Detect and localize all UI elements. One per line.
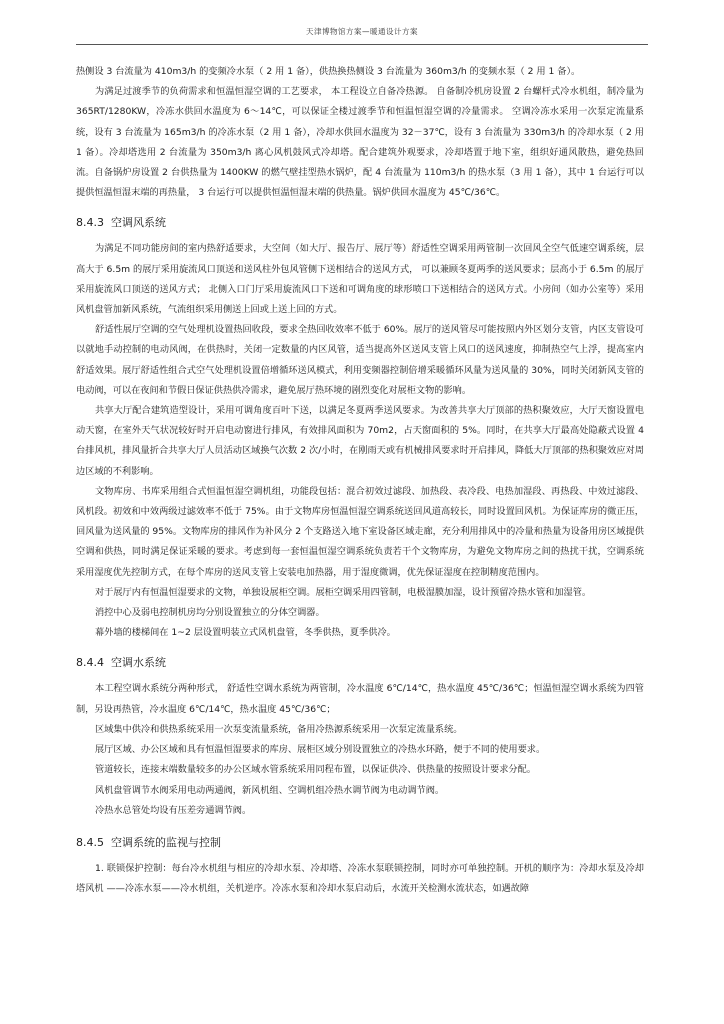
section-title: 空调风系统 xyxy=(111,216,166,230)
paragraph: 1. 联锁保护控制：每台冷水机组与相应的冷却水泵、冷却塔、冷冻水泵联锁控制，同时亦可单独控制。开机的顺序为：冷却水泵及冷却塔风机 ——冷冻水泵——冷水机组，关机逆序。冷冻水泵和冷却水泵启动后，水流开关检测水流状态，如遇故障 xyxy=(76,862,644,895)
header-rule xyxy=(76,44,648,45)
document-body xyxy=(76,62,644,899)
paragraph: 管道较长，连接末端数量较多的办公区域水管系统采用同程布置，以保证供冷、供热量的按照设计要求分配。 xyxy=(95,764,536,776)
paragraph: 区域集中供冷和供热系统采用一次泵变流量系统，备用冷热源系统采用一次泵定流量系统。 xyxy=(95,723,463,735)
paragraph: 本工程空调水系统分两种形式， 舒适性空调水系统为两管制，冷水温度 6℃/14℃，热水温度 45℃/36℃；恒温恒湿空调水系统为四管制，另设再热管，冷水温度 6℃/14℃，热水温度 45℃/36℃； xyxy=(76,683,644,715)
paragraph: 展厅区域、办公区域和具有恒温恒湿要求的库房、展柜区域分别设置独立的冷热水环路，便于不同的使用要求。 xyxy=(95,744,546,756)
section-heading-8-4-4 xyxy=(76,653,644,673)
paragraph: 冷热水总管处均设有压差旁通调节阀。 xyxy=(95,804,252,816)
section-number: 8.4.4 xyxy=(76,656,104,670)
paragraph: 文物库房、书库采用组合式恒温恒湿空调机组，功能段包括：混合初效过滤段、加热段、表冷段、电热加湿段、再热段、中效过滤段、风机段。初效和中效两级过滤效率不低于 75%。由于文物库房恒温恒湿空调系统送回风道高较长，同时设置回风机。为保证库房的微正压，回风量为送风量的 95%。文物库房的排风作为补风分 2 个支路送入地下室设备区域走廊，充分利用排风中的冷量和热量为设备用房区域提供空调和供热，同时满足保证采暖的要求。考虑到每一套恒温恒湿空调系统负责若干个文物库房，为避免文物库房之间的热扰干扰，空调系统采用湿度优先控制方式，在每个库房的送风支管上安装电加热器，用于湿度微调，优先保证湿度在控制精度范围内。 xyxy=(76,485,644,578)
paragraph: 幕外墙的楼梯间在 1~2 层设置明装立式风机盘管，冬季供热，夏季供冷。 xyxy=(95,627,396,639)
section-title: 空调系统的监视与控制 xyxy=(111,835,221,849)
page-header: 天津博物馆方案—暖通设计方案 xyxy=(306,27,418,36)
section-number: 8.4.5 xyxy=(76,835,104,849)
section-number: 8.4.3 xyxy=(76,216,104,230)
paragraph: 热侧设 3 台流量为 410m3/h 的变频冷水泵（ 2 用 1 备），供热换热侧设 3 台流量为 360m3/h 的变频水泵（ 2 用 1 备）。 xyxy=(76,66,581,77)
paragraph: 对于展厅内有恒温恒湿要求的文物，单独设展柜空调。展柜空调采用四管制，电极湿膜加湿，设计预留冷热水管和加湿管。 xyxy=(95,586,592,598)
section-heading-8-4-3 xyxy=(76,213,644,233)
paragraph: 为满足不同功能房间的室内热舒适要求，大空间（如大厅、报告厅、展厅等）舒适性空调采用两管制一次回风全空气低速空调系统，层高大于 6.5m 的展厅采用旋流风口顶送和送风柱外包风管侧下送相结合的送风方式， 可以兼顾冬夏两季的送风要求；层高小于 6.5m 的展厅采用旋流风口顶送的送风方式； 北侧入口门厅采用旋流风口下送和可调角度的球形喷口下送相结合的送风方式。小房间（如办公室等）采用风机盘管加新风系统，气流组织采用侧送上回或上送上回的方式。 xyxy=(76,243,644,316)
paragraph: 消控中心及弱电控制机房均分别设置独立的分体空调器。 xyxy=(95,607,325,619)
paragraph: 共享大厅配合建筑造型设计，采用可调角度百叶下送，以满足冬夏两季送风要求。为改善共享大厅顶部的热积聚效应，大厅天窗设置电动天窗，在室外天气状况较好时开启电动窗进行排风，有效排风面积为 70m2，占天窗面积的 5%。同时，在共享大厅最高处隐蔽式设置 4 台排风机，排风量折合共享大厅人员活动区域换气次数 2 次/小时，在刚雨天或有机械排风要求时开启排风，降低大厅顶部的热积聚效应对周边区域的不利影响。 xyxy=(76,405,644,477)
paragraph: 为满足过渡季节的负荷需求和恒温恒湿空调的工艺要求， 本工程设立自备冷热源。 自备制冷机房设置 2 台螺杆式冷水机组，制冷量为 365RT/1280KW，冷冻水供回水温度为 6～14℃，可以保证全楼过渡季节和恒温恒湿空调的冷量需求。 空调冷冻水采用一次泵定流量系统，设有 3 台流量为 165m3/h 的冷冻水泵（2 用 1 备），冷却水供回水温度为 32－37℃，设有 3 台流量为 330m3/h 的冷却水泵（ 2 用 1 备）。冷却塔选用 2 台流量为 350m3/h 离心风机鼓风式冷却塔。配合建筑外观要求，冷却塔置于地下室，组织好通风散热，避免热回流。自备锅炉房设置 2 台供热量为 1400KW 的燃气壁挂型热水锅炉，配 4 台流量为 110m3/h 的热水泵（3 用 1 备），其中 1 台运行可以提供恒温恒湿末端的再热量， 3 台运行可以提供恒温恒湿末端的供热量。锅炉供回水温度为 45℃/36℃。 xyxy=(76,86,644,199)
section-title: 空调水系统 xyxy=(111,656,166,670)
paragraph: 风机盘管调节水阀采用电动两通阀，新风机组、空调机组冷热水调节阀为电动调节阀。 xyxy=(95,784,445,796)
paragraph: 舒适性展厅空调的空气处理机设置热回收段，要求全热回收效率不低于 60%。展厅的送风管尽可能按照内外区划分支管，内区支管设可以就地手动控制的电动风阀，在供热时，关闭一定数量的内区风管，适当提高外区送风支管上风口的送风速度，抑制热空气上浮，提高室内舒适效果。展厅舒适性组合式空气处理机设置倍增循环送风模式，利用变频器控制倍增采暖循环风量为送风量的 30%，同时关闭新风支管的电动阀，可以在夜间和节假日保证供热供冷需求，避免展厅热环境的剧烈变化对展柜文物的影响。 xyxy=(76,324,644,396)
section-heading-8-4-5 xyxy=(76,833,644,853)
